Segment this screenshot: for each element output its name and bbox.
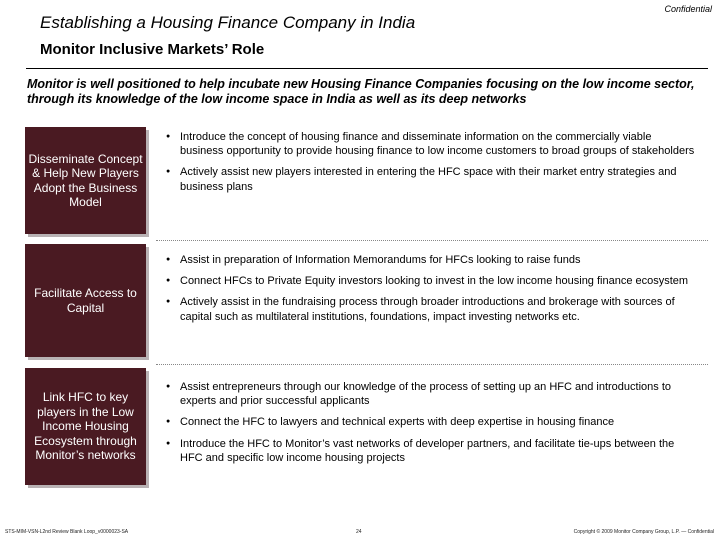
bullet-item: ● Connect the HFC to lawyers and technical experts with deep expertise in housing finance [166, 415, 696, 429]
section-label: Facilitate Access to Capital [34, 286, 137, 315]
bullet-item: ● Actively assist new players interested in entering the HFC space with their market entry strategies and business plans [166, 165, 696, 193]
bullet-item: ● Actively assist in the fundraising process through broader introductions and brokerage with sources of capital such as multilateral institutions, foundations, impact investing networks etc. [166, 295, 696, 323]
footer-file-reference: STS-MIM-VSN-L2nd Review Blank Loop_v0000023-SA [5, 529, 129, 535]
section-bullet-list [166, 130, 696, 201]
page-subtitle: Monitor Inclusive Markets’ Role [40, 41, 265, 58]
bullet-item: ● Assist in preparation of Information Memorandums for HFCs looking to raise funds [166, 253, 696, 267]
section-label: Disseminate Concept & Help New Players Adopt the Business Model [28, 151, 143, 209]
page-title: Establishing a Housing Finance Company in India [40, 13, 416, 32]
bullet-item: ● Connect HFCs to Private Equity investors looking to invest in the low income housing finance ecosystem [166, 274, 696, 288]
section-label: Link HFC to key players in the Low Income Housing Ecosystem through Monitor’s networks [34, 390, 137, 463]
section-label-box [25, 244, 146, 357]
section-label-box [25, 127, 146, 234]
footer-copyright: Copyright © 2009 Monitor Company Group, L.P. — Confidential [573, 529, 714, 535]
section-bullet-list [166, 380, 696, 472]
bullet-item: ● Assist entrepreneurs through our knowledge of the process of setting up an HFC and introductions to experts and prior successful applicants [166, 380, 696, 408]
intro-statement: Monitor is well positioned to help incubate new Housing Finance Companies focusing on the low income sector, through its knowledge of the low income space in India as well as its deep networks [27, 77, 695, 106]
title-divider [26, 68, 708, 69]
section-divider [156, 364, 708, 365]
section-bullet-list [166, 253, 696, 331]
confidential-label: Confidential [664, 4, 712, 14]
section-divider [156, 240, 708, 241]
footer-page-number: 24 [356, 529, 362, 535]
bullet-item: ● Introduce the HFC to Monitor’s vast networks of developer partners, and facilitate tie-ups between the HFC and specific low income housing projects [166, 437, 696, 465]
bullet-item: ● Introduce the concept of housing finance and disseminate information on the commercially viable business opportunity to provide housing finance to low income customers to broad groups of stakeholders [166, 130, 696, 158]
section-label-box [25, 368, 146, 485]
